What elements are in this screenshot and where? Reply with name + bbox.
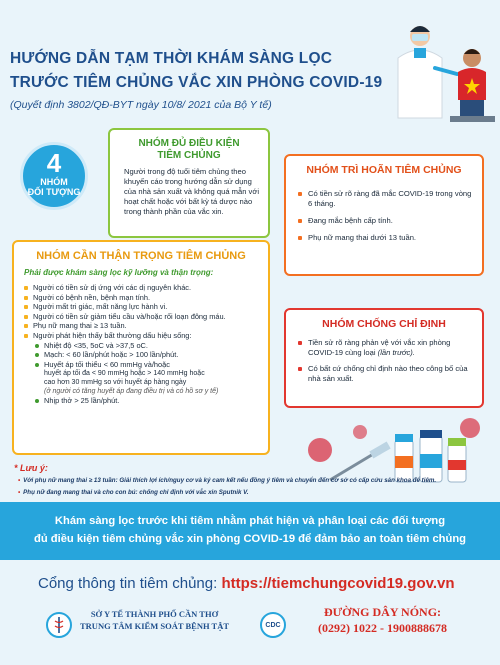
contraindication-item-note: (lần trước). — [377, 348, 415, 357]
note-line: • Phụ nữ đang mang thai và cho con bú: chống chỉ định với vắc xin Sputnik V. — [18, 489, 248, 496]
caution-item: Người có tiền sử dị ứng với các dị nguyên khác. — [24, 283, 260, 293]
contraindication-group-title: NHÓM CHỐNG CHỈ ĐỊNH — [322, 318, 446, 330]
hotline-label: ĐƯỜNG DÂY NÓNG: — [323, 605, 442, 619]
caution-group-card — [12, 240, 270, 455]
contraindication-item-text: Tiền sử rõ ràng phản vệ với vắc xin phòng COVID-19 cùng loại — [308, 338, 451, 357]
subtitle: (Quyết định 3802/QĐ-BYT ngày 10/8/ 2021 của Bộ Y tế) — [10, 99, 272, 111]
caution-group-title: NHÓM CẦN THẬN TRỌNG TIÊM CHỦNG — [36, 250, 246, 262]
banner-line2: đủ điều kiện tiêm chủng vắc xin phòng COVID-19 để đảm bảo an toàn tiêm chủng — [33, 533, 466, 545]
contraindication-group-card — [284, 308, 484, 408]
vital-sign-continued: huyết áp tối đa < 90 mmHg hoặc > 140 mmHg hoặc — [44, 370, 205, 378]
title-line-1: HƯỚNG DẪN TẠM THỜI KHÁM SÀNG LỌC — [10, 50, 333, 67]
eligible-group-text: Người trong độ tuổi tiêm chủng theo khuyến cáo trong hướng dẫn sử dụng của nhà sản xuất và không quá mẫn với hoạt chất hoặc với bất kỳ tá dược nào trong thành phần của vắc xin. — [124, 167, 260, 216]
vital-sign-item: Huyết áp tối thiểu < 60 mmHg và/hoặc — [24, 360, 260, 370]
health-department-logo — [46, 612, 72, 638]
eligible-group-card — [108, 128, 270, 238]
vital-sign-remark: (ở người có tăng huyết áp đang điều trị và có hồ sơ y tế) — [44, 388, 219, 396]
vital-sign-item: Mạch: < 60 lần/phút hoặc > 100 lần/phút. — [24, 350, 260, 360]
postpone-group-card — [284, 154, 484, 276]
eligible-title-line1: NHÓM ĐỦ ĐIỀU KIỆN — [138, 138, 240, 149]
vital-sign-item: Nhiệt độ <35, 5oC và >37,5 oC. — [24, 341, 260, 351]
cdc-logo — [260, 612, 286, 638]
postpone-group-title: NHÓM TRÌ HOÃN TIÊM CHỦNG — [306, 164, 462, 176]
notes-title: * Lưu ý: — [14, 463, 48, 473]
banner-line1: Khám sàng lọc trước khi tiêm nhằm phát hiện và phân loại các đối tượng — [54, 515, 446, 527]
org-line1: SỞ Y TẾ THÀNH PHỐ CẦN THƠ — [90, 609, 219, 619]
org-line2: TRUNG TÂM KIỂM SOÁT BỆNH TẬT — [80, 621, 230, 631]
organization-name — [80, 608, 229, 632]
badge-label-line1: NHÓM — [40, 177, 68, 187]
doctor-vaccination-illustration — [380, 18, 500, 128]
portal-label: Cổng thông tin tiêm chủng: — [38, 575, 222, 592]
caution-group-note: Phải được khám sàng lọc kỹ lưỡng và thận trọng: — [24, 268, 214, 277]
hotline-numbers[interactable]: (0292) 1022 - 1900888678 — [318, 621, 447, 635]
badge-label-line2: ĐỐI TƯỢNG — [27, 187, 81, 197]
contraindication-item: Có bất cứ chống chỉ định nào theo công bố của nhà sản xuất. — [298, 364, 472, 384]
caution-item: Người mất tri giác, mất năng lực hành vi. — [24, 302, 260, 312]
badge-number: 4 — [46, 148, 62, 178]
cdc-logo-text: CDC — [265, 622, 281, 629]
caduceus-icon — [48, 614, 70, 636]
portal-info — [38, 575, 455, 592]
caution-item: Người phát hiện thấy bất thường dấu hiệu sống: — [24, 331, 260, 341]
caution-item: Phụ nữ mang thai ≥ 13 tuần. — [24, 321, 260, 331]
caution-item: Người có bệnh nền, bệnh mạn tính. — [24, 293, 260, 303]
postpone-item: Có tiền sử rõ ràng đã mắc COVID-19 trong vòng 6 tháng. — [298, 189, 472, 209]
title-line-2: TRƯỚC TIÊM CHỦNG VẮC XIN PHÒNG COVID-19 — [10, 74, 383, 91]
hotline-info — [318, 604, 447, 636]
vital-sign-item: Nhịp thở > 25 lần/phút. — [24, 396, 260, 406]
postpone-item: Đang mắc bệnh cấp tính. — [298, 216, 472, 226]
caution-item: Người có tiền sử giảm tiểu cầu và/hoặc rối loạn đông máu. — [24, 312, 260, 322]
postpone-item: Phụ nữ mang thai dưới 13 tuần. — [298, 233, 472, 243]
note-line: • Với phụ nữ mang thai ≥ 13 tuần: Giải thích lợi ích/nguy cơ và ký cam kết nếu đồng ý tiêm và chuyển đến cơ sở có cấp cứu sản khoa để tiêm. — [18, 477, 436, 484]
contraindication-item — [298, 338, 472, 358]
eligible-group-title — [110, 138, 268, 162]
portal-url-link[interactable]: https://tiemchungcovid19.gov.vn — [221, 575, 455, 592]
four-groups-badge — [20, 142, 88, 210]
eligible-title-line2: TIÊM CHỦNG — [157, 150, 221, 161]
vital-sign-continued: cao hơn 30 mmHg so với huyết áp hàng ngày — [44, 379, 187, 387]
summary-banner — [0, 502, 500, 560]
